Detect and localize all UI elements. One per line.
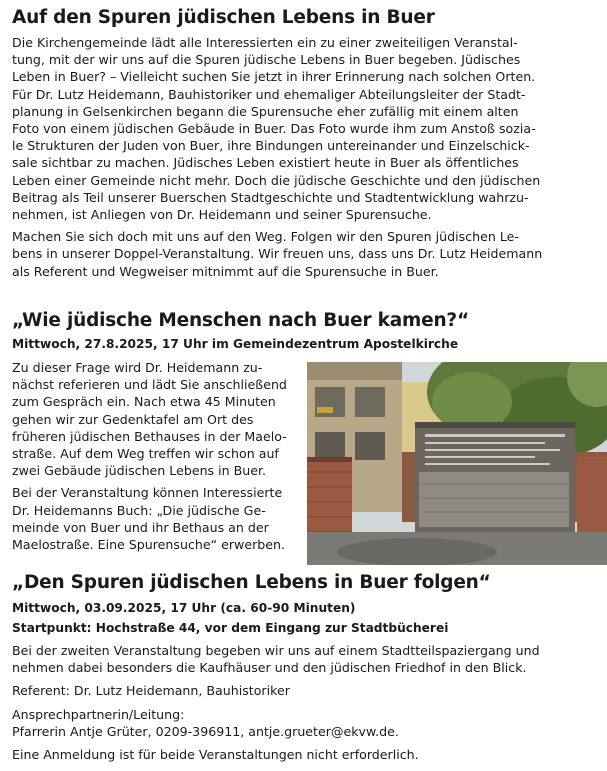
text-line: Dr. Heidemanns Buch: „Die jüdische Ge- bbox=[12, 502, 266, 518]
text-line: zum Gespräch ein. Nach etwa 45 Minuten bbox=[12, 394, 276, 410]
intro-paragraph bbox=[12, 34, 600, 223]
contact-info: Pfarrerin Antje Grüter, 0209-396911, antje.grueter@ekvw.de. bbox=[12, 723, 399, 739]
text-line: Leben in Buer? – Vielleicht suchen Sie jetzt in ihrer Erinnerung nach solchen Orten. bbox=[12, 69, 536, 85]
text-line: Bei der zweiten Veranstaltung begeben wir uns auf einem Stadtteilspaziergang und bbox=[12, 643, 540, 658]
text-line: nehmen dabei besonders die Kaufhäuser und den jüdischen Friedhof in den Blick. bbox=[12, 660, 527, 676]
event1-book-paragraph bbox=[12, 484, 304, 553]
text-line: zwei Gebäude jüdischen Lebens in Buer. bbox=[12, 463, 266, 479]
event1-heading: „Wie jüdische Menschen nach Buer kamen?“ bbox=[12, 310, 469, 331]
event2-text bbox=[12, 642, 602, 763]
text-line: nächst referieren und lädt Sie anschließend bbox=[12, 377, 287, 393]
contact-label: Ansprechpartnerin/Leitung: bbox=[12, 706, 185, 722]
event1-text bbox=[12, 359, 304, 553]
text-line: planung in Gelsenkirchen begann die Spurensuche eher zufällig mit einem alten bbox=[12, 103, 519, 119]
text-line: Die Kirchengemeinde lädt alle Interessierten ein zu einer zweiteiligen Veranstal- bbox=[12, 35, 518, 50]
text-line: gehen wir zur Gedenktafel am Ort des bbox=[12, 411, 254, 427]
text-line: Leben einer Gemeinde nicht mehr. Doch die jüdische Geschichte und den jüdischen bbox=[12, 172, 541, 188]
event2-date: Mittwoch, 03.09.2025, 17 Uhr (ca. 60-90 Minuten) bbox=[12, 601, 356, 615]
text-line: Beitrag als Teil unserer Buerschen Stadtgeschichte und Stadtentwicklung wahrzu- bbox=[12, 189, 529, 205]
event1-paragraph bbox=[12, 359, 304, 479]
memorial-photo bbox=[307, 362, 607, 565]
event2-paragraph bbox=[12, 642, 602, 676]
text-line: Bei der Veranstaltung können Interessierte bbox=[12, 485, 283, 501]
text-line: meinde von Buer und ihr Bethaus an der bbox=[12, 519, 269, 535]
event2-startpoint: Startpunkt: Hochstraße 44, vor dem Eingang zur Stadtbücherei bbox=[12, 621, 449, 635]
text-line: tung, mit der wir uns auf die Spuren jüdische Lebens in Buer begeben. Jüdisches bbox=[12, 52, 521, 68]
referent-line: Referent: Dr. Lutz Heidemann, Bauhistoriker bbox=[12, 683, 290, 699]
text-line: bens in unserer Doppel-Veranstaltung. Wir freuen uns, dass uns Dr. Lutz Heidemann bbox=[12, 246, 543, 262]
text-line: Maelostraße. Eine Spurensuche“ erwerben. bbox=[12, 537, 286, 553]
text-line: le Strukturen der Juden von Buer, ihre Bindungen untereinander und Einzelschick- bbox=[12, 138, 530, 154]
event1-date: Mittwoch, 27.8.2025, 17 Uhr im Gemeindezentrum Apostelkirche bbox=[12, 337, 459, 351]
registration-note: Eine Anmeldung ist für beide Veranstaltungen nicht erforderlich. bbox=[12, 747, 419, 763]
text-line: früheren jüdischen Bethauses in der Maelo- bbox=[12, 428, 287, 444]
page-title: Auf den Spuren jüdischen Lebens in Buer bbox=[12, 7, 435, 28]
text-line: Für Dr. Lutz Heidemann, Bauhistoriker und ehemaliger Abteilungsleiter der Stadt- bbox=[12, 86, 526, 102]
text-line: nehmen, ist Anliegen von Dr. Heidemann und seiner Spurensuche. bbox=[12, 207, 432, 223]
event2-heading: „Den Spuren jüdischen Lebens in Buer folgen“ bbox=[12, 572, 491, 593]
text-line: Machen Sie sich doch mit uns auf den Weg. Folgen wir den Spuren jüdischen Le- bbox=[12, 229, 519, 245]
text-line: Zu dieser Frage wird Dr. Heidemann zu- bbox=[12, 360, 263, 375]
text-line: straße. Auf dem Weg treffen wir schon auf bbox=[12, 446, 279, 462]
invite-paragraph bbox=[12, 228, 600, 280]
text-line: als Referent und Wegweiser mitnimmt auf die Spurensuche in Buer. bbox=[12, 263, 439, 279]
document-page bbox=[12, 0, 600, 280]
text-line: Foto von einem jüdischen Gebäude in Buer. Das Foto wurde ihm zum Anstoß soziа- bbox=[12, 121, 536, 137]
text-line: sale sichtbar zu machen. Jüdisches Leben existiert heute in Buer als öffentliches bbox=[12, 155, 519, 171]
